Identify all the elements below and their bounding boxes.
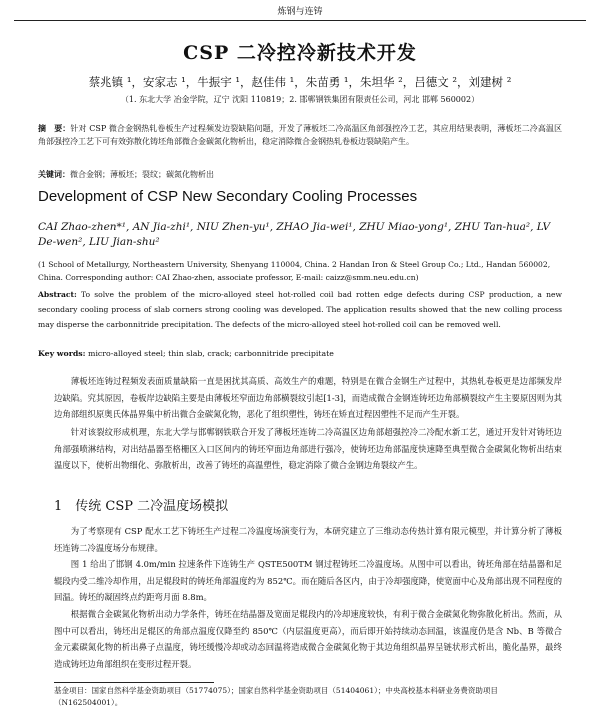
keywords-cn bbox=[38, 168, 562, 181]
keywords-en bbox=[38, 348, 562, 360]
paper-title-cn: CSP 二冷控冷新技术开发 bbox=[183, 42, 417, 64]
abstract-cn bbox=[38, 122, 562, 148]
paper-title-en: Development of CSP New Secondary Cooling Processes bbox=[38, 188, 418, 205]
author-list-en: CAI Zhao-zhen*¹, AN Jia-zhi¹, NIU Zhen-yu¹, ZHAO Jia-wei¹, ZHU Miao-yong¹, ZHU Tan-hua², LV De-wen², LIU Jian-shu² bbox=[38, 221, 551, 248]
keywords-en-label: Key words: bbox=[38, 349, 86, 358]
keywords-cn-label: 关键词： bbox=[38, 169, 70, 179]
keywords-en-text: micro-alloyed steel; thin slab, crack; carbonnitride precipitate bbox=[88, 349, 334, 358]
running-header bbox=[14, 4, 586, 21]
abstract-en bbox=[38, 287, 562, 332]
funding-footnote: 基金项目：国家自然科学基金资助项目（51774075）；国家自然科学基金资助项目（51404061）；中央高校基本科研业务费资助项目（N162504001）。 bbox=[54, 686, 498, 707]
abstract-en-text: To solve the problem of the micro-alloyed steel hot-rolled coil bad rotten edge defects during CSP production, a new secondary cooling process of slab corners strong cooling was developed. The application results showed that the new colling process may disperse the carbonnitride precipitation. The defects of the micro-alloyed steel hot-rolled coil can be removed well. bbox=[38, 290, 562, 329]
body-paragraph: 薄板坯连铸过程频发表面质量缺陷一直是困扰其高质、高效生产的难题，特别是在微合金钢生产过程中，其热轧卷板更是边部频发岸边缺陷。究其原因，卷板岸边缺陷主要是由薄板坯窄面边角部横裂纹引起[1-3]，而造成微合金钢连铸坯边角部横裂纹产生主要原因则为其边角部组织原奥氏体晶界集中析出微合金碳氮化物，恶化了组织塑性，铸坯在矫直过程因塑性不足而产生开裂。 bbox=[54, 376, 562, 419]
keywords-cn-text: 微合金钢；薄板坯；裂纹；碳氮化物析出 bbox=[70, 170, 214, 179]
abstract-cn-text: 针对 CSP 微合金钢热轧卷板生产过程频发边裂缺陷问题，开发了薄板坯二冷高温区角部强控冷工艺，其应用结果表明，薄板坯二冷高温区角部强控冷工艺下可有效弥散化铸坯角部微合金碳氮化物析出，稳定消除微合金钢热轧卷板边裂缺陷产生。 bbox=[38, 124, 563, 146]
body-paragraph: 为了考察现有 CSP 配水工艺下铸坯生产过程二冷温度场演变行为，本研究建立了三维动态传热计算有限元模型，并计算分析了薄板坯连铸二冷温度场分布规律。 bbox=[54, 526, 562, 553]
body-paragraph: 图 1 给出了邯钢 4.0m/min 拉速条件下连铸生产 QSTE500TM 钢过程铸坯二冷温度场。从图中可以看出，铸坯角部在结晶器和足辊段内受二维冷却作用，出足辊段时的铸坯角部温度约为 852℃。而在随后各区内，由于冷却强度降，使宽面中心及角部出现不同程度的回温。铸坯的凝固终点约距弯月面 8.8m。 bbox=[54, 559, 562, 602]
body-paragraph: 针对该裂纹形成机理，东北大学与邯郸钢铁联合开发了薄板坯连铸二冷高温区边角部超强控冷二冷配水新工艺，通过开发针对铸坯边角部强喷淋结构，对出结晶器至格栅区入口区间内的铸坯窄面边角部进行强冷，使铸坯边角部温度快速降至典型微合金碳氮化物析出结束温度以下，使析出物细化、弥散析出，改善了铸坯的高温塑性，稳定消除了微合金钢边角裂纹产生。 bbox=[54, 427, 562, 470]
affiliation-cn: （1. 东北大学 冶金学院，辽宁 沈阳 110819；2. 邯郸钢铁集团有限责任公司，河北 邯郸 560002） bbox=[120, 95, 480, 104]
abstract-en-label: Abstract: bbox=[38, 290, 77, 299]
journal-name: 炼钢与连铸 bbox=[277, 7, 323, 17]
affiliation-en: (1 School of Metallurgy, Northeastern University, Shenyang 110004, China. 2 Handan Iron & Steel Group Co.; Ltd., Handan 560002, China. Corresponding author: CAI Zhao-zhen, associate professor, E-mail: caizz@smm.neu.edu.cn) bbox=[38, 260, 551, 282]
author-list-cn: 蔡兆镇 ¹，安家志 ¹，牛振宇 ¹，赵佳伟 ¹，朱苗勇 ¹，朱坦华 ²，吕德文 ²，刘建树 ² bbox=[88, 75, 512, 89]
footnote-divider bbox=[54, 682, 214, 683]
section-heading: 1 传统 CSP 二冷温度场模拟 bbox=[54, 499, 229, 514]
abstract-cn-label: 摘 要： bbox=[38, 123, 71, 133]
body-paragraph: 根据微合金碳氮化物析出动力学条件，铸坯在结晶器及宽面足辊段内的冷却速度较快，有利于微合金碳氮化物弥散化析出。然而，从图中可以看出，铸坯出足辊区的角部点温度仅降至约 850℃（内层温度更高），而后即开始持续动态回温，该温度仍是含 Nb、B 等微合金元素碳氮化物的析出鼻子点温度，铸坯缓慢冷却或动态回温将造成微合金碳氮化物于其边角组织晶界呈链状形式析出，脆化晶界，最终造成铸坯边角部组织在变形过程开裂。 bbox=[54, 609, 562, 669]
